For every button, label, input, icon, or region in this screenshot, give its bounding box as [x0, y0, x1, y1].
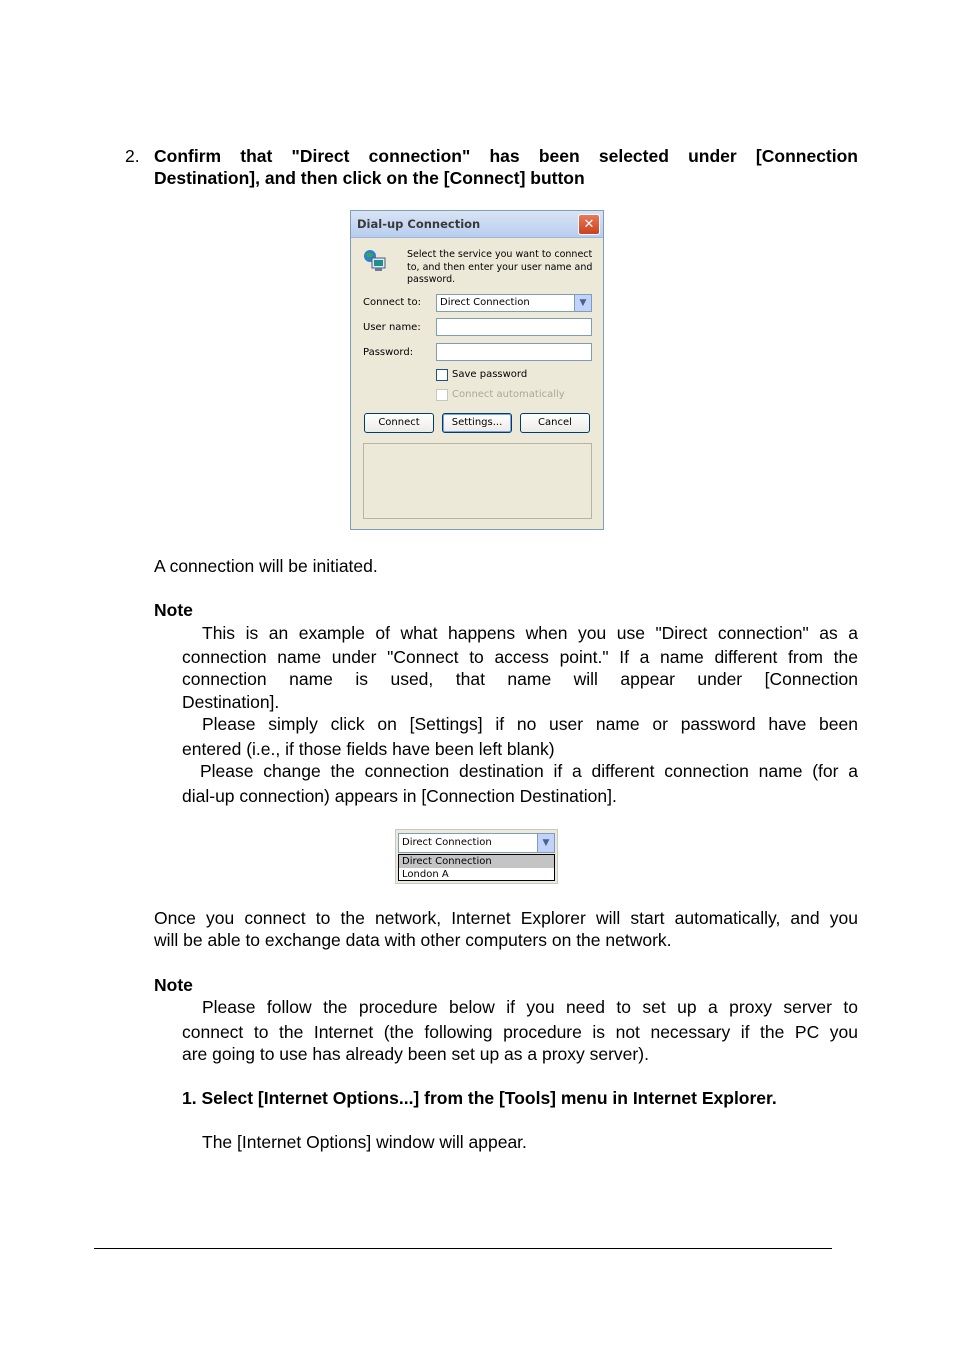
note1-p1-line2: connection name under "Connect to access point." If a name different from the	[182, 647, 858, 667]
connect-to-combo[interactable]	[436, 294, 592, 312]
note2-heading: Note	[154, 975, 193, 995]
step2-line1: Confirm that "Direct connection" has been selected under [Connection	[154, 146, 858, 166]
result-text: A connection will be initiated.	[154, 556, 378, 576]
dialog-title: Dial-up Connection	[357, 217, 481, 231]
note1-p2-line1: Please simply click on [Settings] if no user name or password have been	[202, 714, 858, 734]
status-area	[363, 443, 592, 519]
para-connect-line2: will be able to exchange data with other computers on the network.	[154, 930, 672, 950]
note1-p3-line1: Please change the connection destination if a different connection name (for a	[200, 761, 858, 781]
user-name-input[interactable]	[436, 318, 592, 336]
combo-selected-value: Direct Connection	[402, 837, 492, 848]
intro-text: Select the service you want to connect to, and then enter your user name and password.	[407, 249, 593, 285]
note2-line2: connect to the Internet (the following procedure is not necessary if the PC you	[182, 1022, 858, 1042]
dropdown-option[interactable]: Direct Connection	[399, 855, 554, 868]
note1-heading: Note	[154, 600, 193, 620]
dialog-titlebar	[351, 211, 603, 238]
close-button[interactable]	[578, 214, 600, 235]
step2-line2: Destination], and then click on the [Connect] button	[154, 168, 585, 188]
note2-step1: 1. Select [Internet Options...] from the [Tools] menu in Internet Explorer.	[182, 1088, 777, 1108]
footer-divider	[94, 1248, 832, 1249]
chevron-down-icon[interactable]: ▼	[574, 295, 591, 311]
connect-to-label: Connect to:	[363, 297, 421, 308]
note2-line3: are going to use has already been set up as a proxy server).	[182, 1044, 649, 1064]
step-number: 2.	[125, 146, 140, 166]
para-connect-line1: Once you connect to the network, Internet Explorer will start automatically, and you	[154, 908, 858, 928]
connection-combo[interactable]	[398, 833, 555, 853]
note2-line1: Please follow the procedure below if you need to set up a proxy server to	[202, 997, 858, 1017]
dropdown-list	[398, 854, 555, 881]
password-input[interactable]	[436, 343, 592, 361]
settings-button[interactable]: Settings...	[442, 413, 512, 433]
note1-p1-line1: This is an example of what happens when you use "Direct connection" as a	[202, 623, 858, 643]
note1-p2-line2: entered (i.e., if those fields have been left blank)	[182, 739, 555, 759]
connection-dropdown-figure	[395, 829, 558, 884]
dialup-connection-dialog	[350, 210, 604, 530]
connect-button[interactable]: Connect	[364, 413, 434, 433]
note1-p1-line4: Destination].	[182, 692, 280, 712]
dropdown-option[interactable]: London A	[402, 869, 449, 880]
user-name-label: User name:	[363, 322, 421, 333]
connect-to-value: Direct Connection	[440, 297, 530, 308]
connect-automatically-checkbox[interactable]	[436, 389, 448, 401]
connect-automatically-label: Connect automatically	[452, 389, 565, 400]
note1-p3-line2: dial-up connection) appears in [Connection Destination].	[182, 786, 617, 806]
network-computer-icon	[363, 249, 387, 273]
note2-step1-result: The [Internet Options] window will appear.	[202, 1132, 527, 1152]
cancel-button[interactable]: Cancel	[520, 413, 590, 433]
note1-p1-line3: connection name is used, that name will appear under [Connection	[182, 669, 858, 689]
password-label: Password:	[363, 347, 414, 358]
save-password-checkbox[interactable]	[436, 369, 448, 381]
chevron-down-icon[interactable]: ▼	[537, 834, 554, 852]
save-password-label[interactable]: Save password	[452, 369, 528, 380]
close-icon: ✕	[583, 217, 595, 232]
